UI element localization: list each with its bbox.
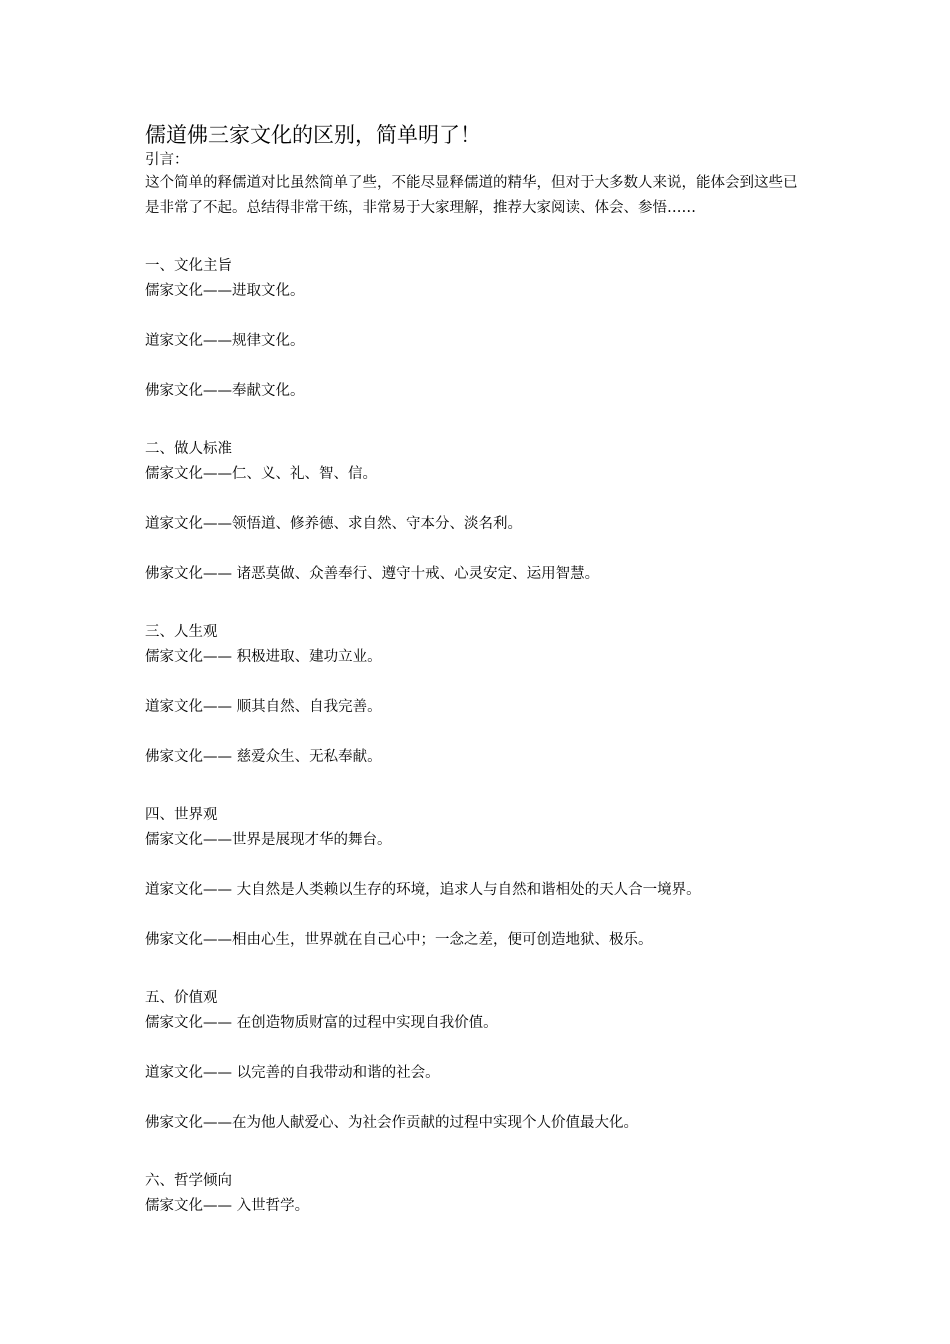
list-item: 儒家文化——世界是展现才华的舞台。 xyxy=(145,832,392,848)
section-values xyxy=(145,986,810,1136)
intro-label: 引言： xyxy=(145,152,189,168)
intro-text: 这个简单的释儒道对比虽然简单了些，不能尽显释儒道的精华，但对于大多数人来说，能体会到这些已是非常了不起。总结得非常干练，非常易于大家理解，推荐大家阅读、体会、参悟…… xyxy=(145,175,798,216)
list-item: 道家文化——领悟道、修养德、求自然、守本分、淡名利。 xyxy=(145,516,522,532)
list-item: 儒家文化——进取文化。 xyxy=(145,283,305,299)
list-item: 道家文化—— 顺其自然、自我完善。 xyxy=(145,699,382,715)
section-heading: 二、做人标准 xyxy=(145,441,232,457)
section-conduct-standard xyxy=(145,437,810,587)
section-culture-theme xyxy=(145,254,810,404)
list-item: 道家文化—— 以完善的自我带动和谐的社会。 xyxy=(145,1065,440,1081)
list-item: 佛家文化—— 慈爱众生、无私奉献。 xyxy=(145,749,382,765)
section-heading: 六、哲学倾向 xyxy=(145,1173,232,1189)
list-item: 佛家文化——相由心生，世界就在自己心中；一念之差，便可创造地狱、极乐。 xyxy=(145,932,653,948)
section-heading: 三、人生观 xyxy=(145,624,218,640)
section-heading: 四、世界观 xyxy=(145,807,218,823)
list-item: 儒家文化—— 积极进取、建功立业。 xyxy=(145,649,382,665)
list-item: 佛家文化——奉献文化。 xyxy=(145,383,305,399)
list-item: 佛家文化——在为他人献爱心、为社会作贡献的过程中实现个人价值最大化。 xyxy=(145,1115,638,1131)
section-worldview xyxy=(145,803,810,953)
section-outlook-on-life xyxy=(145,620,810,770)
list-item: 儒家文化—— 在创造物质财富的过程中实现自我价值。 xyxy=(145,1015,498,1031)
list-item: 佛家文化—— 诸恶莫做、众善奉行、遵守十戒、心灵安定、运用智慧。 xyxy=(145,566,600,582)
list-item: 道家文化—— 大自然是人类赖以生存的环境，追求人与自然和谐相处的天人合一境界。 xyxy=(145,882,701,898)
list-item: 儒家文化—— 入世哲学。 xyxy=(145,1198,310,1214)
document-page xyxy=(145,120,810,1219)
list-item: 儒家文化——仁、义、礼、智、信。 xyxy=(145,466,377,482)
section-heading: 五、价值观 xyxy=(145,990,218,1006)
document-title: 儒道佛三家文化的区别，简单明了！ xyxy=(145,123,481,147)
list-item: 道家文化——规律文化。 xyxy=(145,333,305,349)
section-heading: 一、文化主旨 xyxy=(145,258,232,274)
section-philosophy-tendency xyxy=(145,1169,810,1219)
